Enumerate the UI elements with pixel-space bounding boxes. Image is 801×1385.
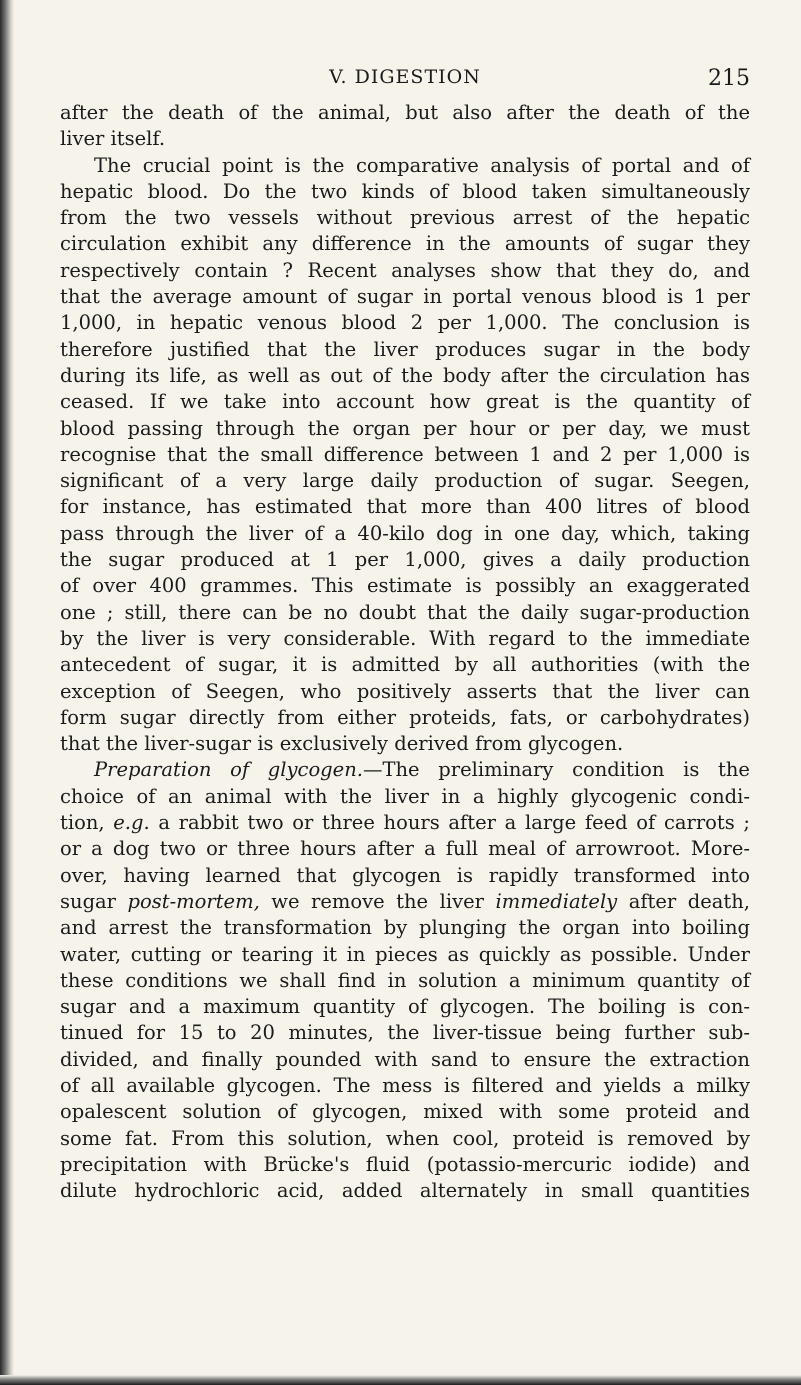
text-line-section-heading bbox=[60, 757, 750, 783]
text-line bbox=[60, 889, 750, 915]
chapter-title: V. DIGESTION bbox=[329, 66, 481, 88]
text-line: liver itself. bbox=[60, 127, 166, 151]
text-line: water, cutting or tearing it in pieces as quickly as possible. Under bbox=[60, 942, 750, 966]
text-run: —The preliminary condition is the bbox=[362, 758, 750, 782]
text-line: the sugar produced at 1 per 1,000, gives a daily production bbox=[60, 548, 750, 572]
page-number: 215 bbox=[708, 66, 750, 91]
text-run: we remove the liver bbox=[259, 889, 496, 913]
italic-run: post-mortem, bbox=[127, 889, 260, 913]
text-line: respectively contain ? Recent analyses show that they do, and bbox=[60, 258, 750, 282]
text-line: over, having learned that glycogen is rapidly transformed into bbox=[60, 863, 750, 887]
text-line: 1,000, in hepatic venous blood 2 per 1,000. The conclusion is bbox=[60, 311, 750, 335]
italic-run: immediately bbox=[495, 889, 618, 913]
text-line: The crucial point is the comparative analysis of portal and of bbox=[94, 153, 750, 177]
text-run: tion, bbox=[60, 811, 114, 835]
text-line: blood passing through the organ per hour or per day, we must bbox=[60, 416, 750, 440]
text-line: sugar and a maximum quantity of glycogen. The boiling is con- bbox=[60, 995, 750, 1019]
text-line: and arrest the transformation by plunging the organ into boiling bbox=[60, 916, 750, 940]
text-line: precipitation with Brücke's fluid (potassio-mercuric iodide) and bbox=[60, 1152, 750, 1176]
text-run: a rabbit two or three hours after a large feed of carrots ; bbox=[149, 811, 750, 835]
running-head bbox=[60, 66, 750, 94]
text-run: choice of an animal with the liver in a highly glycogenic condi- bbox=[60, 784, 750, 808]
text-line: for instance, has estimated that more than 400 litres of blood bbox=[60, 495, 750, 519]
text-line: circulation exhibit any difference in the amounts of sugar they bbox=[60, 232, 750, 256]
text-line: significant of a very large daily production of sugar. Seegen, bbox=[60, 469, 750, 493]
text-line: of over 400 grammes. This estimate is possibly an exaggerated bbox=[60, 574, 750, 598]
text-line: hepatic blood. Do the two kinds of blood taken simultaneously bbox=[60, 179, 750, 203]
text-run: sugar bbox=[60, 889, 128, 913]
italic-run: e.g. bbox=[113, 811, 150, 835]
text-line: opalescent solution of glycogen, mixed with some proteid and bbox=[60, 1100, 750, 1124]
text-line: that the liver-sugar is exclusively derived from glycogen. bbox=[60, 732, 624, 756]
text-line: or a dog two or three hours after a full meal of arrowroot. More- bbox=[60, 837, 750, 861]
text-line bbox=[60, 810, 750, 836]
text-line bbox=[60, 784, 750, 810]
text-line: ceased. If we take into account how great is the quantity of bbox=[60, 390, 750, 414]
body-text bbox=[60, 100, 750, 1204]
text-line: one ; still, there can be no doubt that the daily sugar-production bbox=[60, 600, 750, 624]
text-line: pass through the liver of a 40-kilo dog in one day, which, taking bbox=[60, 521, 750, 545]
text-line: by the liver is very considerable. With regard to the immediate bbox=[60, 626, 750, 650]
binding-edge bbox=[0, 0, 14, 1385]
text-line: dilute hydrochloric acid, added alternately in small quantities bbox=[60, 1179, 750, 1203]
text-line: antecedent of sugar, it is admitted by all authorities (with the bbox=[60, 653, 750, 677]
text-line: divided, and finally pounded with sand to ensure the extraction bbox=[60, 1047, 750, 1071]
text-line: after the death of the animal, but also after the death of the bbox=[60, 101, 750, 124]
text-line: exception of Seegen, who positively asserts that the liver can bbox=[60, 679, 750, 703]
text-line: from the two vessels without previous arrest of the hepatic bbox=[60, 206, 750, 230]
text-line: that the average amount of sugar in portal venous blood is 1 per bbox=[60, 285, 750, 309]
text-line: tinued for 15 to 20 minutes, the liver-tissue being further sub- bbox=[60, 1021, 750, 1045]
text-line: these conditions we shall find in solution a minimum quantity of bbox=[60, 968, 750, 992]
section-heading: Preparation of glycogen. bbox=[94, 758, 363, 782]
text-line: recognise that the small difference between 1 and 2 per 1,000 is bbox=[60, 442, 750, 466]
text-line: some fat. From this solution, when cool, proteid is removed by bbox=[60, 1126, 750, 1150]
text-run: after death, bbox=[617, 889, 750, 913]
text-line: therefore justified that the liver produces sugar in the body bbox=[60, 337, 750, 361]
text-line: during its life, as well as out of the body after the circulation has bbox=[60, 363, 750, 387]
bottom-edge bbox=[0, 1375, 801, 1385]
text-line: form sugar directly from either proteids, fats, or carbohydrates) bbox=[60, 705, 750, 729]
text-line: of all available glycogen. The mess is filtered and yields a milky bbox=[60, 1073, 750, 1097]
